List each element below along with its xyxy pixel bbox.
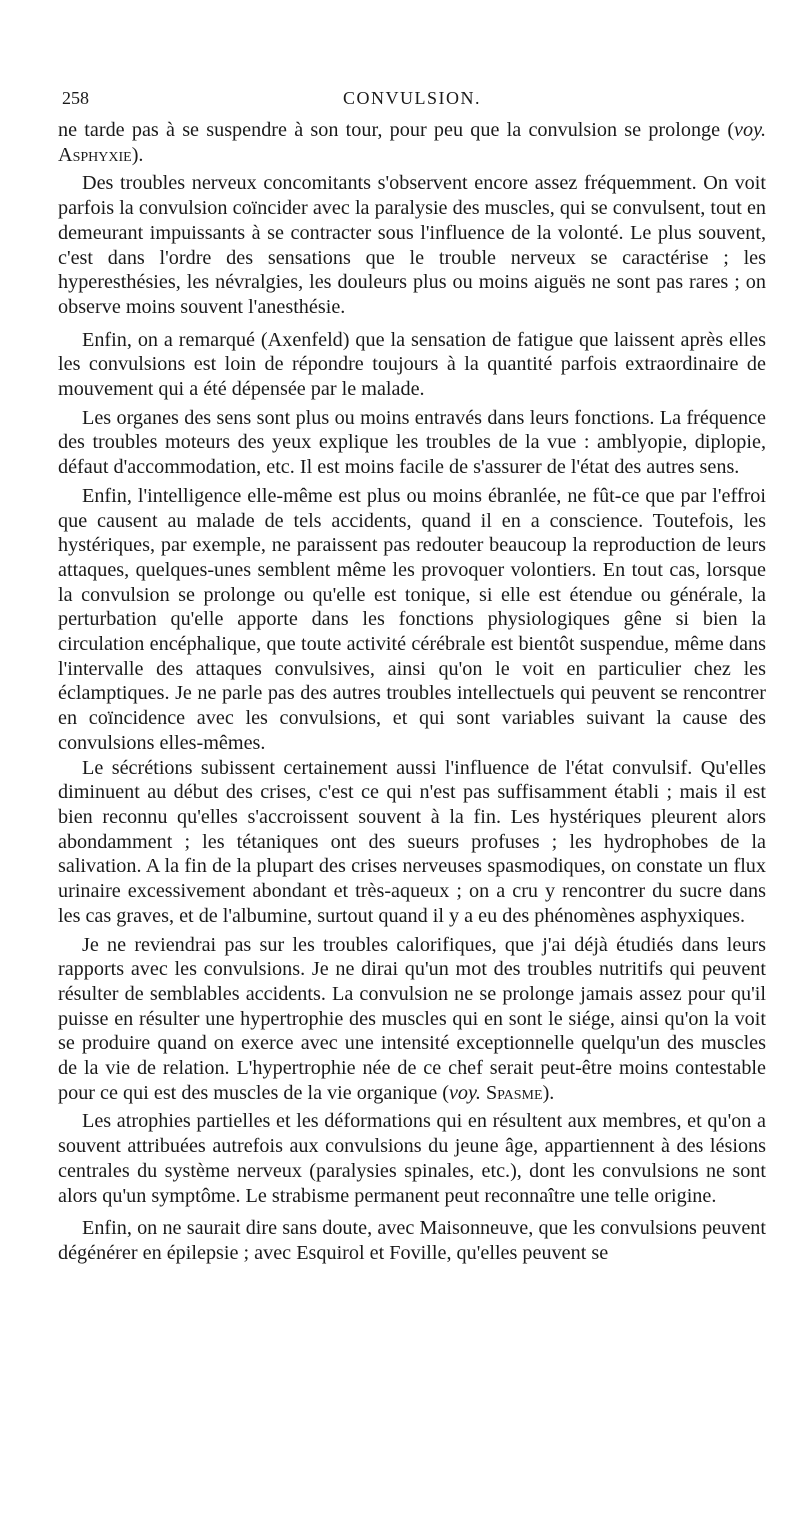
text-run: Le sécrétions subissent certainement aussi l'influence de l'état convulsif. Qu'elles diminuent au début des crises, c'est ce qui n'est pas suffisamment établi ; mais il est bien reconnu qu'elles s'accroissent souvent à la fin. Les hystériques pleurent alors abondamment ; les tétaniques ont des sueurs profuses ; les hydrophobes de la salivation. A la fin de la plupart des crises nerveuses spasmodiques, on constate un flux urinaire excessivement abondant et très-aqueux ; on a cru y rencontrer du sucre dans les cas graves, et de l'albumine, surtout quand il y a eu des phénomènes asphyxiques. bbox=[58, 756, 766, 927]
text-run: ). bbox=[131, 143, 144, 166]
text-run: Des troubles nerveux concomitants s'observent encore assez fréquemment. On voit parfois la convulsion coïncider avec la paralysie des muscles, qui se convulsent, tout en demeurant impuissants à se contracter sous l'influence de la volonté. Le plus souvent, c'est dans l'ordre des sensations que le trouble nerveux se caractérise ; les hyperesthésies, les névralgies, les douleurs plus ou moins aiguës ne sont pas rares ; on observe moins souvent l'anesthésie. bbox=[58, 172, 766, 318]
text-run: ). bbox=[542, 1081, 555, 1104]
text-run: Les organes des sens sont plus ou moins entravés dans leurs fonctions. La fréquence des troubles moteurs des yeux explique les troubles de la vue : amblyopie, diplopie, défaut d'accommodation, etc. Il est moins facile de s'assurer de l'état des autres sens. bbox=[58, 406, 766, 479]
paragraph bbox=[58, 756, 766, 929]
italic-text: voy. bbox=[734, 119, 766, 141]
body-text bbox=[58, 118, 766, 1266]
book-page bbox=[58, 88, 766, 1266]
paragraph bbox=[58, 118, 766, 167]
paragraph bbox=[58, 484, 766, 756]
paragraph bbox=[58, 328, 766, 402]
text-run: Enfin, on ne saurait dire sans doute, avec Maisonneuve, que les convulsions peuvent dégénérer en épilepsie ; avec Esquirol et Foville, qu'elles peuvent se bbox=[58, 1217, 766, 1264]
text-run: Enfin, on a remarqué (Axenfeld) que la sensation de fatigue que laissent après elles les convulsions est loin de répondre toujours à la quantité parfois extraordinaire de mouvement qui a été dépensée par le malade. bbox=[58, 328, 766, 401]
italic-text: voy. bbox=[448, 1081, 481, 1104]
text-run: ne tarde pas à se suspendre à son tour, pour peu que la convulsion se prolonge ( bbox=[58, 119, 735, 141]
paragraph bbox=[58, 1216, 766, 1265]
cross-reference: Spasme bbox=[485, 1081, 543, 1104]
text-run: Je ne reviendrai pas sur les troubles calorifiques, que j'ai déjà étudiés dans leurs rapports avec les convulsions. Je ne dirai qu'un mot des troubles nutritifs qui peuvent résulter de semblables accidents. La convulsion ne se prolonge jamais assez pour qu'il puisse en résulter une hypertrophie des muscles qui en sont le siége, ainsi qu'on la voit se produire quand on exerce avec une intensité exceptionnelle quelqu'un des muscles de la vie de relation. L'hypertrophie née de ce chef serait peut-être moins contestable pour ce qui est des muscles de la vie organique ( bbox=[58, 933, 766, 1104]
cross-reference: Asphyxie bbox=[58, 143, 132, 166]
text-run: Les atrophies partielles et les déformations qui en résultent aux membres, et qu'on a souvent attribuées autrefois aux convulsions du jeune âge, appartiennent à des lésions centrales du système nerveux (paralysies spinales, etc.), dont les convulsions ne sont alors qu'un symptôme. Le strabisme permanent peut reconnaître une telle origine. bbox=[58, 1110, 766, 1207]
text-run: Enfin, l'intelligence elle-même est plus ou moins ébranlée, ne fût-ce que par l'effroi que causent au malade de tels accidents, quand il en a conscience. Toutefois, les hystériques, par exemple, ne paraissent pas redouter beaucoup la reproduction de leurs attaques, quelques-unes semblent même les provoquer volontiers. En tout cas, lorsque la convulsion se prolonge ou qu'elle est tonique, si elle est étendue ou générale, la perturbation qu'elle apporte dans les fonctions physiologiques gêne si bien la circulation encéphalique, que toute activité cérébrale est bientôt suspendue, même dans l'intervalle des attaques convulsives, ainsi qu'on le voit en particulier chez les éclamptiques. Je ne parle pas des autres troubles intellectuels qui peuvent se rencontrer en coïncidence avec les convulsions, et qui sont variables suivant la cause des convulsions elles-mêmes. bbox=[58, 484, 766, 754]
running-head bbox=[58, 88, 766, 118]
paragraph bbox=[58, 171, 766, 319]
running-title: CONVULSION. bbox=[343, 88, 481, 108]
paragraph bbox=[58, 406, 766, 480]
page-number: 258 bbox=[62, 88, 89, 108]
paragraph bbox=[58, 1109, 766, 1208]
paragraph bbox=[58, 933, 766, 1106]
